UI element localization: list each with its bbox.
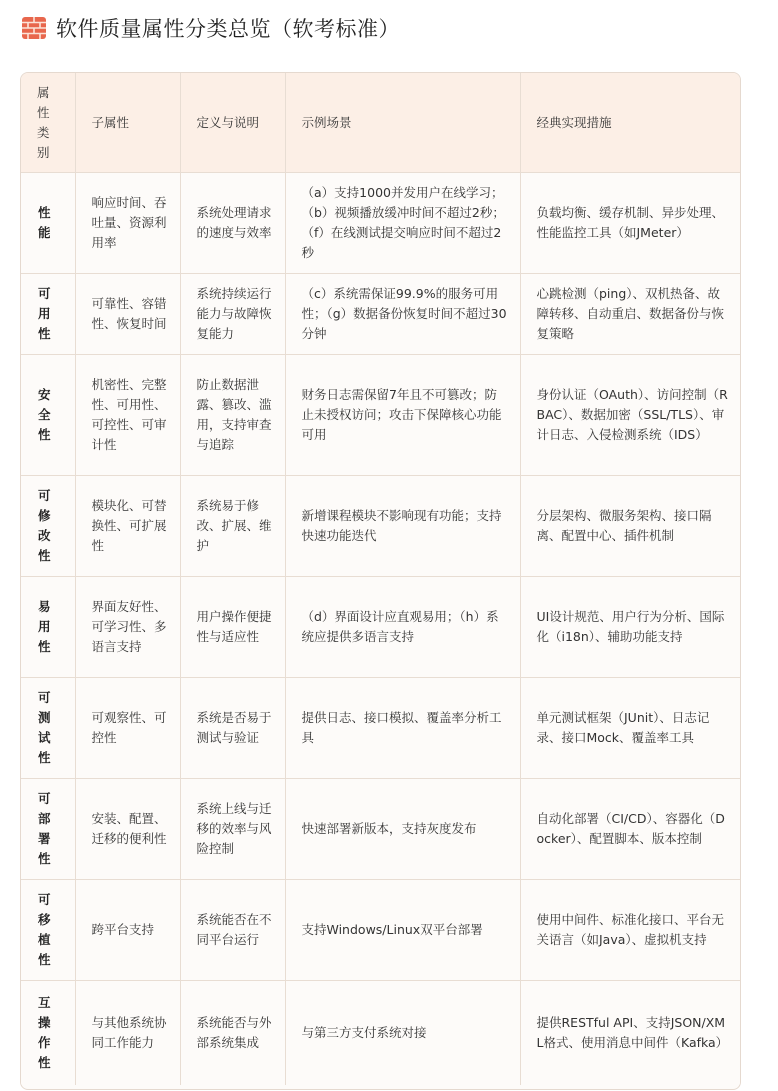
row-example: 支持Windows/Linux双平台部署 (285, 880, 520, 981)
row-category (21, 577, 75, 678)
row-definition: 系统是否易于测试与验证 (180, 678, 285, 779)
row-category (21, 981, 75, 1085)
row-example: 快速部署新版本，支持灰度发布 (285, 779, 520, 880)
column-header-category (21, 73, 75, 173)
row-measures: 负载均衡、缓存机制、异步处理、性能监控工具（如JMeter） (520, 173, 740, 274)
row-category-label: 安全性 (38, 387, 51, 442)
row-measures: UI设计规范、用户行为分析、国际化（i18n）、辅助功能支持 (520, 577, 740, 678)
row-sub: 跨平台支持 (75, 880, 180, 981)
row-example: 财务日志需保留7年且不可篡改；防止未授权访问；攻击下保障核心功能可用 (285, 355, 520, 476)
title-row (22, 10, 400, 46)
row-measures: 分层架构、微服务架构、接口隔离、配置中心、插件机制 (520, 476, 740, 577)
table-row (21, 981, 740, 1085)
table-row (21, 274, 740, 355)
column-header-example: 示例场景 (285, 73, 520, 173)
column-header-category-label: 属性类别 (37, 84, 50, 160)
row-category (21, 880, 75, 981)
table-row (21, 476, 740, 577)
row-definition: 系统处理请求的速度与效率 (180, 173, 285, 274)
row-sub: 与其他系统协同工作能力 (75, 981, 180, 1085)
row-category-label: 易用性 (38, 599, 51, 654)
row-example: （c）系统需保证99.9%的服务可用性；（g）数据备份恢复时间不超过30分钟 (285, 274, 520, 355)
row-definition: 系统能否与外部系统集成 (180, 981, 285, 1085)
column-header-definition: 定义与说明 (180, 73, 285, 173)
row-sub: 界面友好性、可学习性、多语言支持 (75, 577, 180, 678)
row-category (21, 355, 75, 476)
row-measures: 身份认证（OAuth）、访问控制（RBAC）、数据加密（SSL/TLS）、审计日志、入侵检测系统（IDS） (520, 355, 740, 476)
row-measures: 心跳检测（ping）、双机热备、故障转移、自动重启、数据备份与恢复策略 (520, 274, 740, 355)
row-category (21, 678, 75, 779)
row-category (21, 173, 75, 274)
row-example: 与第三方支付系统对接 (285, 981, 520, 1085)
quality-attributes-table (20, 72, 741, 1090)
row-definition: 系统持续运行能力与故障恢复能力 (180, 274, 285, 355)
row-category (21, 779, 75, 880)
row-definition: 系统能否在不同平台运行 (180, 880, 285, 981)
row-category (21, 274, 75, 355)
table-row (21, 779, 740, 880)
row-example: 提供日志、接口模拟、覆盖率分析工具 (285, 678, 520, 779)
row-measures: 使用中间件、标准化接口、平台无关语言（如Java）、虚拟机支持 (520, 880, 740, 981)
row-category-label: 可测试性 (38, 690, 51, 765)
row-definition: 防止数据泄露、篡改、滥用，支持审查与追踪 (180, 355, 285, 476)
row-category-label: 可修改性 (38, 488, 51, 563)
row-category-label: 可部署性 (38, 791, 51, 866)
row-measures: 单元测试框架（JUnit）、日志记录、接口Mock、覆盖率工具 (520, 678, 740, 779)
table-row (21, 678, 740, 779)
column-header-measures: 经典实现措施 (520, 73, 740, 173)
row-measures: 提供RESTful API、支持JSON/XML格式、使用消息中间件（Kafka） (520, 981, 740, 1085)
column-header-sub: 子属性 (75, 73, 180, 173)
row-sub: 响应时间、吞吐量、资源利用率 (75, 173, 180, 274)
table-header-row (21, 73, 740, 173)
row-category-label: 互操作性 (38, 994, 51, 1070)
table-row (21, 880, 740, 981)
row-example: （d）界面设计应直观易用；（h）系统应提供多语言支持 (285, 577, 520, 678)
row-category-label: 可移植性 (38, 892, 51, 967)
row-example: 新增课程模块不影响现有功能；支持快速功能迭代 (285, 476, 520, 577)
row-sub: 模块化、可替换性、可扩展性 (75, 476, 180, 577)
row-category-label: 性能 (38, 205, 51, 240)
row-category-label: 可用性 (38, 286, 51, 341)
row-definition: 系统上线与迁移的效率与风险控制 (180, 779, 285, 880)
table-row (21, 173, 740, 274)
row-measures: 自动化部署（CI/CD）、容器化（Docker）、配置脚本、版本控制 (520, 779, 740, 880)
row-sub: 可观察性、可控性 (75, 678, 180, 779)
row-definition: 用户操作便捷性与适应性 (180, 577, 285, 678)
row-sub: 可靠性、容错性、恢复时间 (75, 274, 180, 355)
row-sub: 安装、配置、迁移的便利性 (75, 779, 180, 880)
table-row (21, 577, 740, 678)
brick-icon (22, 17, 46, 39)
table-row (21, 355, 740, 476)
row-example: （a）支持1000并发用户在线学习；（b）视频播放缓冲时间不超过2秒；（f）在线测试提交响应时间不超过2秒 (285, 173, 520, 274)
page-title: 软件质量属性分类总览（软考标准） (56, 17, 400, 41)
row-category (21, 476, 75, 577)
row-definition: 系统易于修改、扩展、维护 (180, 476, 285, 577)
row-sub: 机密性、完整性、可用性、可控性、可审计性 (75, 355, 180, 476)
